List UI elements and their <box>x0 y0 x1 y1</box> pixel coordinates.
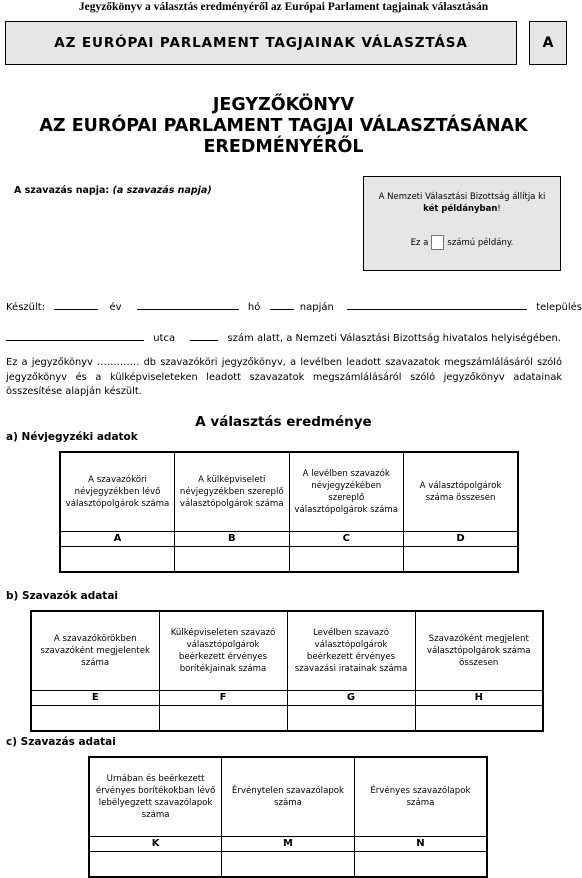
section-c-title: c) Szavazás adatai <box>6 736 116 748</box>
made-label: Készült: <box>6 302 46 313</box>
form-letter-badge: A <box>529 21 567 65</box>
vote-date-field <box>14 185 212 196</box>
basis-paragraph: Ez a jegyzőkönyv …………. db szavazóköri jegyzőkönyv, a levélben leadott szavazatok megszámlálásáról szóló jegyzőkönyv és a külképviseleteken leadott szavazatok megszámlálásáról szóló jegyzőkönyv adatainak összesítése alapján készült. <box>6 357 562 397</box>
document-header-title: Jegyzőkönyv a választás eredményéről az Európai Parlament tagjainak választásán <box>78 1 489 13</box>
copy-notice-line-1: A Nemzeti Választási Bizottság állítja ki <box>378 192 546 202</box>
year-blank[interactable] <box>54 299 98 310</box>
copy-count-end: ! <box>497 204 501 214</box>
registry-header-a: A szavazóköri névjegyzékben lévő választópolgárok száma <box>60 452 175 532</box>
election-banner: AZ EURÓPAI PARLAMENT TAGJAINAK VÁLASZTÁSA <box>5 21 517 65</box>
column-letter-g: G <box>287 691 415 706</box>
value-cell-g[interactable] <box>287 706 415 732</box>
copy-prefix: Ez a <box>410 237 429 248</box>
copy-notice-line-2 <box>364 203 560 215</box>
column-letter-n: N <box>354 837 487 852</box>
value-cell-a[interactable] <box>60 547 175 573</box>
voters-data-table <box>30 610 544 732</box>
address-suffix: szám alatt, a Nemzeti Választási Bizottság hivatalos helyiségében. <box>227 333 561 344</box>
value-cell-n[interactable] <box>354 852 487 878</box>
column-letter-e: E <box>31 691 159 706</box>
value-cell-e[interactable] <box>31 706 159 732</box>
month-blank[interactable] <box>137 299 239 310</box>
registry-data-table <box>59 451 519 573</box>
copy-notice-box <box>363 176 561 271</box>
vote-date-label: A szavazás napja: <box>14 185 110 196</box>
title-line-1: JEGYZŐKÖNYV <box>212 95 355 115</box>
value-cell-c[interactable] <box>289 547 404 573</box>
month-label: hó <box>247 302 261 313</box>
copy-number-input[interactable] <box>431 235 444 250</box>
ballot-data-table <box>88 756 488 878</box>
made-date-line <box>6 299 582 313</box>
value-cell-f[interactable] <box>159 706 287 732</box>
voters-header-e: A szavazókörökben szavazóként megjelentek száma <box>31 611 159 691</box>
vote-date-placeholder: (a szavazás napja) <box>112 185 212 196</box>
page-title <box>0 95 567 158</box>
title-line-2: AZ EURÓPAI PARLAMENT TAGJAI VÁLASZTÁSÁNAK <box>39 116 528 136</box>
street-blank[interactable] <box>6 330 144 341</box>
column-letter-a: A <box>60 532 175 547</box>
house-number-blank[interactable] <box>190 330 218 341</box>
voters-header-f: Külképviseleten szavazó választópolgárok beérkezett érvényes borítékjainak száma <box>159 611 287 691</box>
section-b-title: b) Szavazók adatai <box>6 590 119 602</box>
value-cell-m[interactable] <box>222 852 355 878</box>
registry-header-c: A levélben szavazók névjegyzékében szereplő választópolgárok száma <box>289 452 404 532</box>
address-line <box>6 330 561 344</box>
settlement-blank[interactable] <box>347 299 527 310</box>
column-letter-m: M <box>222 837 355 852</box>
ballot-header-k: Urnában és beérkezett érvényes borítékokban lévő lebélyegzett szavazólapok száma <box>89 757 222 837</box>
column-letter-b: B <box>175 532 290 547</box>
copy-suffix: számú példány. <box>447 237 514 248</box>
ballot-header-n: Érvényes szavazólapok száma <box>354 757 487 837</box>
column-letter-k: K <box>89 837 222 852</box>
street-label: utca <box>153 333 176 344</box>
value-cell-d[interactable] <box>404 547 519 573</box>
value-cell-k[interactable] <box>89 852 222 878</box>
value-cell-b[interactable] <box>175 547 290 573</box>
value-cell-h[interactable] <box>415 706 543 732</box>
title-line-3: EREDMÉNYÉRŐL <box>203 137 364 157</box>
ballot-header-m: Érvénytelen szavazólapok száma <box>222 757 355 837</box>
results-heading: A választás eredménye <box>195 414 372 430</box>
copy-count: két példányban <box>423 204 498 214</box>
section-a-title: a) Névjegyzéki adatok <box>6 431 138 443</box>
settlement-label: település <box>536 302 582 313</box>
column-letter-c: C <box>289 532 404 547</box>
column-letter-f: F <box>159 691 287 706</box>
column-letter-d: D <box>404 532 519 547</box>
registry-header-b: A külképviseleti névjegyzékben szereplő választópolgárok száma <box>175 452 290 532</box>
day-label: napján <box>299 302 334 313</box>
copy-number-line <box>364 235 560 250</box>
voters-header-g: Levélben szavazó választópolgárok beérkezett érvényes szavazási iratainak száma <box>287 611 415 691</box>
day-blank[interactable] <box>270 299 294 310</box>
year-label: év <box>109 302 122 313</box>
column-letter-h: H <box>415 691 543 706</box>
voters-header-h: Szavazóként megjelent választópolgárok száma összesen <box>415 611 543 691</box>
registry-header-d: A választópolgárok száma összesen <box>404 452 519 532</box>
